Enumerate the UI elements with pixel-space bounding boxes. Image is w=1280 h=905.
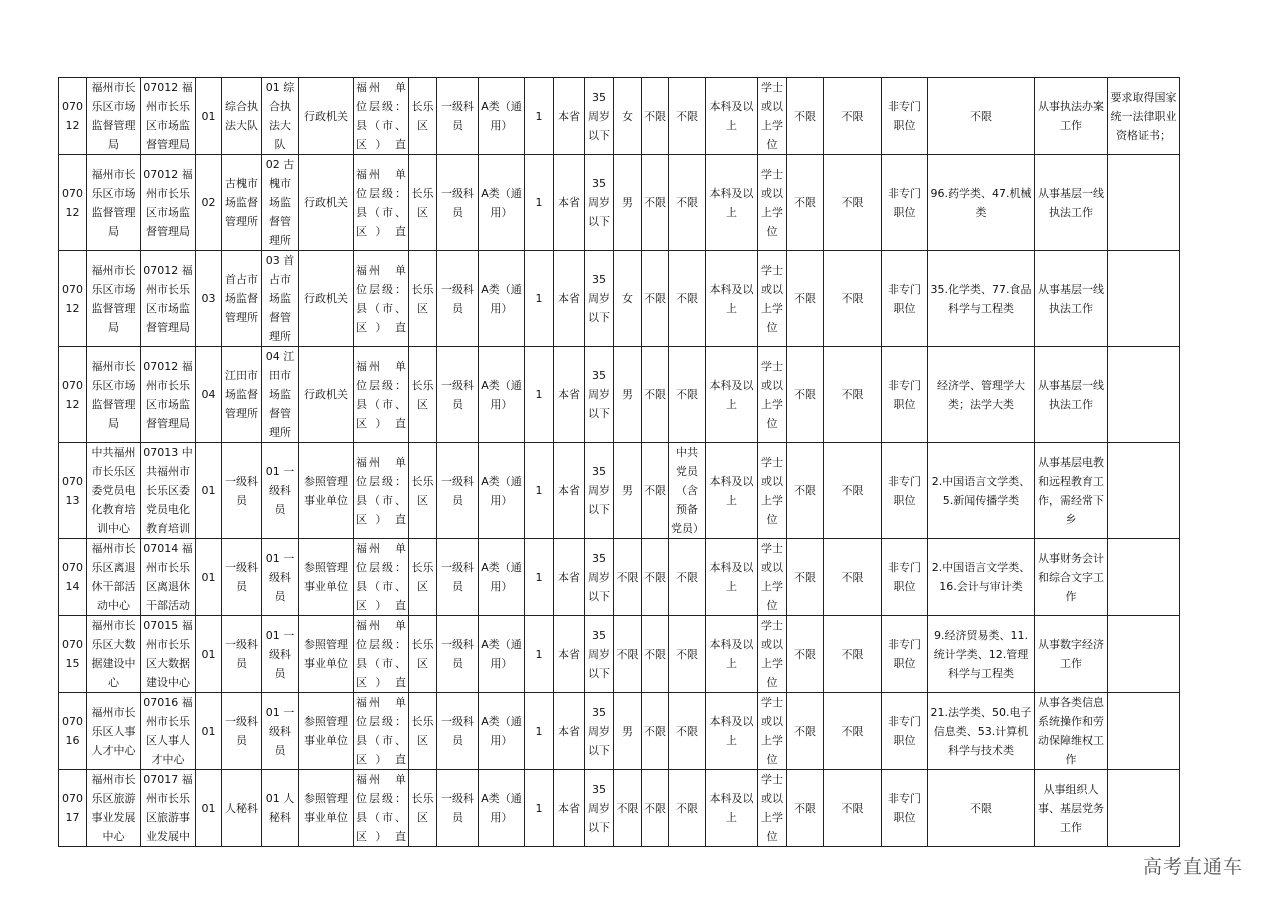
- cell-political-status: 不限: [669, 155, 706, 251]
- cell-other-req-2: 不限: [824, 693, 882, 770]
- cell-department: 一级科员: [222, 443, 262, 539]
- cell-agency-name: 中共福州市长乐区委党员电化教育培训中心: [87, 443, 141, 539]
- cell-job-nature: 非专门职位: [882, 693, 928, 770]
- cell-remarks: [1108, 539, 1180, 616]
- cell-agency-type: 参照管理事业单位: [299, 770, 354, 847]
- cell-exam-category: A类（通用）: [479, 78, 525, 155]
- cell-education: 本科及以上: [706, 693, 758, 770]
- cell-agency-name: 福州市长乐区市场监督管理局: [87, 78, 141, 155]
- cell-agency-code-name: 07017 福州市长乐区旅游事业发展中: [141, 770, 196, 847]
- cell-job-description: 从事基层一线执法工作: [1035, 347, 1108, 443]
- cell-job-description: 从事基层一线执法工作: [1035, 251, 1108, 347]
- cell-job-number: 01: [196, 78, 222, 155]
- cell-job-nature: 非专门职位: [882, 539, 928, 616]
- watermark-text: 高考直通车: [1143, 856, 1244, 878]
- cell-district: 长乐区: [409, 155, 437, 251]
- cell-agency-type: 行政机关: [299, 155, 354, 251]
- cell-major: 2.中国语言文学类、5.新闻传播学类: [928, 443, 1035, 539]
- cell-degree: 学士或以上学位: [758, 539, 787, 616]
- cell-agency-code-name: 07013 中共福州市长乐区委党员电化教育培训: [141, 443, 196, 539]
- cell-degree: 学士或以上学位: [758, 155, 787, 251]
- cell-domicile: 本省: [554, 443, 585, 539]
- cell-unit-level: 福州 单位层级：县（市、区）直: [354, 693, 409, 770]
- cell-major: 不限: [928, 770, 1035, 847]
- cell-domicile: 本省: [554, 155, 585, 251]
- cell-ethnicity: 不限: [642, 251, 669, 347]
- cell-agency-type: 参照管理事业单位: [299, 443, 354, 539]
- cell-headcount: 1: [525, 693, 554, 770]
- cell-domicile: 本省: [554, 770, 585, 847]
- cell-agency-code-name: 07012 福州市长乐区市场监督管理局: [141, 347, 196, 443]
- cell-other-req-2: 不限: [824, 347, 882, 443]
- cell-age-limit: 35周岁以下: [585, 251, 614, 347]
- cell-political-status: 不限: [669, 78, 706, 155]
- table-row: [59, 693, 1180, 770]
- cell-job-description: 从事各类信息系统操作和劳动保障维权工作: [1035, 693, 1108, 770]
- cell-ethnicity: 不限: [642, 78, 669, 155]
- cell-other-req-1: 不限: [787, 347, 824, 443]
- cell-degree: 学士或以上学位: [758, 616, 787, 693]
- cell-unit-level: 福州 单位层级：县（市、区）直: [354, 347, 409, 443]
- cell-domicile: 本省: [554, 251, 585, 347]
- cell-degree: 学士或以上学位: [758, 770, 787, 847]
- table-row: [59, 539, 1180, 616]
- cell-agency-name: 福州市长乐区离退休干部活动中心: [87, 539, 141, 616]
- cell-remarks: [1108, 616, 1180, 693]
- cell-exam-category: A类（通用）: [479, 693, 525, 770]
- cell-political-status: 不限: [669, 616, 706, 693]
- cell-position-code: 070 12: [59, 251, 87, 347]
- cell-unit-level: 福州 单位层级：县（市、区）直: [354, 155, 409, 251]
- cell-other-req-1: 不限: [787, 539, 824, 616]
- cell-job-nature: 非专门职位: [882, 616, 928, 693]
- cell-ethnicity: 不限: [642, 693, 669, 770]
- cell-ethnicity: 不限: [642, 155, 669, 251]
- cell-major: 21.法学类、50.电子信息类、53.计算机科学与技术类: [928, 693, 1035, 770]
- cell-job-number: 01: [196, 539, 222, 616]
- cell-job-name: 03 首占市场监督管理所: [262, 251, 299, 347]
- cell-degree: 学士或以上学位: [758, 347, 787, 443]
- cell-headcount: 1: [525, 539, 554, 616]
- cell-headcount: 1: [525, 78, 554, 155]
- cell-gender: 不限: [614, 539, 642, 616]
- cell-domicile: 本省: [554, 693, 585, 770]
- cell-agency-name: 福州市长乐区人事人才中心: [87, 693, 141, 770]
- cell-job-name: 01 一级科员: [262, 443, 299, 539]
- cell-job-level: 一级科员: [437, 251, 479, 347]
- cell-major: 不限: [928, 78, 1035, 155]
- cell-ethnicity: 不限: [642, 443, 669, 539]
- cell-job-number: 01: [196, 616, 222, 693]
- cell-ethnicity: 不限: [642, 616, 669, 693]
- cell-agency-name: 福州市长乐区市场监督管理局: [87, 347, 141, 443]
- cell-district: 长乐区: [409, 251, 437, 347]
- cell-other-req-2: 不限: [824, 770, 882, 847]
- cell-department: 综合执法大队: [222, 78, 262, 155]
- cell-education: 本科及以上: [706, 347, 758, 443]
- cell-exam-category: A类（通用）: [479, 155, 525, 251]
- cell-job-description: 从事执法办案工作: [1035, 78, 1108, 155]
- cell-political-status: 不限: [669, 693, 706, 770]
- cell-position-code: 070 15: [59, 616, 87, 693]
- cell-district: 长乐区: [409, 770, 437, 847]
- cell-other-req-1: 不限: [787, 693, 824, 770]
- cell-department: 首占市场监督管理所: [222, 251, 262, 347]
- cell-exam-category: A类（通用）: [479, 770, 525, 847]
- cell-other-req-2: 不限: [824, 616, 882, 693]
- cell-other-req-1: 不限: [787, 770, 824, 847]
- cell-job-level: 一级科员: [437, 616, 479, 693]
- cell-age-limit: 35周岁以下: [585, 539, 614, 616]
- cell-job-level: 一级科员: [437, 693, 479, 770]
- cell-education: 本科及以上: [706, 155, 758, 251]
- cell-job-nature: 非专门职位: [882, 78, 928, 155]
- cell-district: 长乐区: [409, 443, 437, 539]
- cell-remarks: [1108, 770, 1180, 847]
- cell-agency-type: 参照管理事业单位: [299, 616, 354, 693]
- cell-ethnicity: 不限: [642, 770, 669, 847]
- cell-job-level: 一级科员: [437, 770, 479, 847]
- cell-job-nature: 非专门职位: [882, 443, 928, 539]
- cell-agency-type: 行政机关: [299, 251, 354, 347]
- cell-major: 96.药学类、47.机械类: [928, 155, 1035, 251]
- cell-other-req-1: 不限: [787, 616, 824, 693]
- cell-agency-type: 行政机关: [299, 347, 354, 443]
- cell-political-status: 不限: [669, 347, 706, 443]
- cell-exam-category: A类（通用）: [479, 443, 525, 539]
- cell-remarks: [1108, 155, 1180, 251]
- cell-job-name: 01 一级科员: [262, 693, 299, 770]
- cell-gender: 男: [614, 347, 642, 443]
- cell-headcount: 1: [525, 347, 554, 443]
- cell-other-req-2: 不限: [824, 443, 882, 539]
- cell-agency-type: 参照管理事业单位: [299, 693, 354, 770]
- cell-degree: 学士或以上学位: [758, 443, 787, 539]
- cell-other-req-2: 不限: [824, 78, 882, 155]
- cell-domicile: 本省: [554, 616, 585, 693]
- cell-political-status: 不限: [669, 770, 706, 847]
- cell-other-req-2: 不限: [824, 539, 882, 616]
- cell-job-description: 从事基层一线执法工作: [1035, 155, 1108, 251]
- cell-unit-level: 福州 单位层级：县（市、区）直: [354, 443, 409, 539]
- cell-gender: 男: [614, 693, 642, 770]
- cell-political-status: 不限: [669, 251, 706, 347]
- cell-major: 2.中国语言文学类、16.会计与审计类: [928, 539, 1035, 616]
- cell-education: 本科及以上: [706, 251, 758, 347]
- cell-gender: 男: [614, 443, 642, 539]
- cell-district: 长乐区: [409, 347, 437, 443]
- cell-age-limit: 35周岁以下: [585, 770, 614, 847]
- cell-education: 本科及以上: [706, 616, 758, 693]
- cell-major: 经济学、管理学大类；法学大类: [928, 347, 1035, 443]
- cell-headcount: 1: [525, 155, 554, 251]
- cell-ethnicity: 不限: [642, 347, 669, 443]
- cell-other-req-1: 不限: [787, 443, 824, 539]
- cell-unit-level: 福州 单位层级：县（市、区）直: [354, 539, 409, 616]
- cell-agency-name: 福州市长乐区市场监督管理局: [87, 155, 141, 251]
- cell-education: 本科及以上: [706, 443, 758, 539]
- cell-department: 一级科员: [222, 539, 262, 616]
- cell-domicile: 本省: [554, 539, 585, 616]
- cell-position-code: 070 12: [59, 347, 87, 443]
- cell-agency-code-name: 07012 福州市长乐区市场监督管理局: [141, 78, 196, 155]
- cell-job-nature: 非专门职位: [882, 770, 928, 847]
- cell-age-limit: 35周岁以下: [585, 347, 614, 443]
- table-row: [59, 155, 1180, 251]
- cell-position-code: 070 16: [59, 693, 87, 770]
- cell-department: 一级科员: [222, 616, 262, 693]
- cell-job-number: 02: [196, 155, 222, 251]
- cell-domicile: 本省: [554, 78, 585, 155]
- cell-department: 江田市场监督管理所: [222, 347, 262, 443]
- cell-remarks: [1108, 443, 1180, 539]
- cell-headcount: 1: [525, 770, 554, 847]
- cell-ethnicity: 不限: [642, 539, 669, 616]
- cell-age-limit: 35周岁以下: [585, 616, 614, 693]
- cell-gender: 不限: [614, 616, 642, 693]
- cell-other-req-1: 不限: [787, 78, 824, 155]
- cell-headcount: 1: [525, 251, 554, 347]
- cell-job-description: 从事财务会计和综合文字工作: [1035, 539, 1108, 616]
- cell-major: 35.化学类、77.食品科学与工程类: [928, 251, 1035, 347]
- cell-position-code: 070 12: [59, 78, 87, 155]
- cell-job-nature: 非专门职位: [882, 347, 928, 443]
- cell-gender: 女: [614, 251, 642, 347]
- cell-agency-name: 福州市长乐区市场监督管理局: [87, 251, 141, 347]
- cell-remarks: [1108, 347, 1180, 443]
- cell-exam-category: A类（通用）: [479, 539, 525, 616]
- cell-agency-code-name: 07014 福州市长乐区离退休干部活动: [141, 539, 196, 616]
- cell-district: 长乐区: [409, 616, 437, 693]
- cell-position-code: 070 13: [59, 443, 87, 539]
- cell-agency-type: 参照管理事业单位: [299, 539, 354, 616]
- cell-age-limit: 35周岁以下: [585, 693, 614, 770]
- cell-job-nature: 非专门职位: [882, 251, 928, 347]
- cell-domicile: 本省: [554, 347, 585, 443]
- cell-job-name: 01 综合执法大队: [262, 78, 299, 155]
- cell-agency-name: 福州市长乐区大数据建设中心: [87, 616, 141, 693]
- cell-degree: 学士或以上学位: [758, 251, 787, 347]
- cell-exam-category: A类（通用）: [479, 616, 525, 693]
- cell-degree: 学士或以上学位: [758, 693, 787, 770]
- cell-other-req-2: 不限: [824, 251, 882, 347]
- cell-job-description: 从事组织人事、基层党务工作: [1035, 770, 1108, 847]
- table-row: [59, 443, 1180, 539]
- cell-district: 长乐区: [409, 78, 437, 155]
- cell-exam-category: A类（通用）: [479, 347, 525, 443]
- cell-gender: 男: [614, 155, 642, 251]
- cell-job-description: 从事数字经济工作: [1035, 616, 1108, 693]
- cell-unit-level: 福州 单位层级：县（市、区）直: [354, 251, 409, 347]
- cell-unit-level: 福州 单位层级：县（市、区）直: [354, 616, 409, 693]
- table-row: [59, 251, 1180, 347]
- cell-job-level: 一级科员: [437, 443, 479, 539]
- cell-education: 本科及以上: [706, 539, 758, 616]
- cell-job-name: 04 江田市场监督管理所: [262, 347, 299, 443]
- cell-agency-name: 福州市长乐区旅游事业发展中心: [87, 770, 141, 847]
- cell-position-code: 070 14: [59, 539, 87, 616]
- cell-headcount: 1: [525, 616, 554, 693]
- cell-job-level: 一级科员: [437, 539, 479, 616]
- cell-agency-code-name: 07016 福州市长乐区人事人才中心: [141, 693, 196, 770]
- cell-other-req-1: 不限: [787, 155, 824, 251]
- cell-gender: 女: [614, 78, 642, 155]
- recruitment-table: [58, 77, 1180, 847]
- cell-age-limit: 35周岁以下: [585, 443, 614, 539]
- cell-job-number: 01: [196, 770, 222, 847]
- cell-district: 长乐区: [409, 693, 437, 770]
- cell-political-status: 不限: [669, 539, 706, 616]
- cell-agency-type: 行政机关: [299, 78, 354, 155]
- table-body: [59, 78, 1180, 847]
- table-row: [59, 78, 1180, 155]
- cell-position-code: 070 12: [59, 155, 87, 251]
- cell-other-req-2: 不限: [824, 155, 882, 251]
- cell-agency-code-name: 07012 福州市长乐区市场监督管理局: [141, 251, 196, 347]
- cell-job-number: 04: [196, 347, 222, 443]
- cell-agency-code-name: 07012 福州市长乐区市场监督管理局: [141, 155, 196, 251]
- cell-job-number: 01: [196, 693, 222, 770]
- cell-gender: 不限: [614, 770, 642, 847]
- cell-political-status: 中共党员（含预备党员）: [669, 443, 706, 539]
- cell-job-level: 一级科员: [437, 155, 479, 251]
- cell-job-nature: 非专门职位: [882, 155, 928, 251]
- cell-education: 本科及以上: [706, 770, 758, 847]
- cell-job-number: 01: [196, 443, 222, 539]
- cell-education: 本科及以上: [706, 78, 758, 155]
- cell-remarks: [1108, 693, 1180, 770]
- cell-job-description: 从事基层电教和远程教育工作，需经常下乡: [1035, 443, 1108, 539]
- cell-remarks: [1108, 251, 1180, 347]
- cell-other-req-1: 不限: [787, 251, 824, 347]
- cell-job-level: 一级科员: [437, 347, 479, 443]
- cell-major: 9.经济贸易类、11.统计学类、12.管理科学与工程类: [928, 616, 1035, 693]
- cell-position-code: 070 17: [59, 770, 87, 847]
- cell-age-limit: 35周岁以下: [585, 155, 614, 251]
- table-row: [59, 770, 1180, 847]
- cell-district: 长乐区: [409, 539, 437, 616]
- cell-job-number: 03: [196, 251, 222, 347]
- cell-job-name: 01 一级科员: [262, 616, 299, 693]
- cell-job-name: 02 古槐市场监督管理所: [262, 155, 299, 251]
- cell-degree: 学士或以上学位: [758, 78, 787, 155]
- table-row: [59, 347, 1180, 443]
- cell-job-name: 01 一级科员: [262, 539, 299, 616]
- cell-exam-category: A类（通用）: [479, 251, 525, 347]
- cell-age-limit: 35周岁以下: [585, 78, 614, 155]
- cell-remarks: 要求取得国家统一法律职业资格证书；: [1108, 78, 1180, 155]
- table-row: [59, 616, 1180, 693]
- cell-job-name: 01 人秘科: [262, 770, 299, 847]
- cell-department: 一级科员: [222, 693, 262, 770]
- cell-department: 人秘科: [222, 770, 262, 847]
- cell-agency-code-name: 07015 福州市长乐区大数据建设中心: [141, 616, 196, 693]
- cell-job-level: 一级科员: [437, 78, 479, 155]
- cell-unit-level: 福州 单位层级：县（市、区）直: [354, 78, 409, 155]
- cell-department: 古槐市场监督管理所: [222, 155, 262, 251]
- cell-headcount: 1: [525, 443, 554, 539]
- cell-unit-level: 福州 单位层级：县（市、区）直: [354, 770, 409, 847]
